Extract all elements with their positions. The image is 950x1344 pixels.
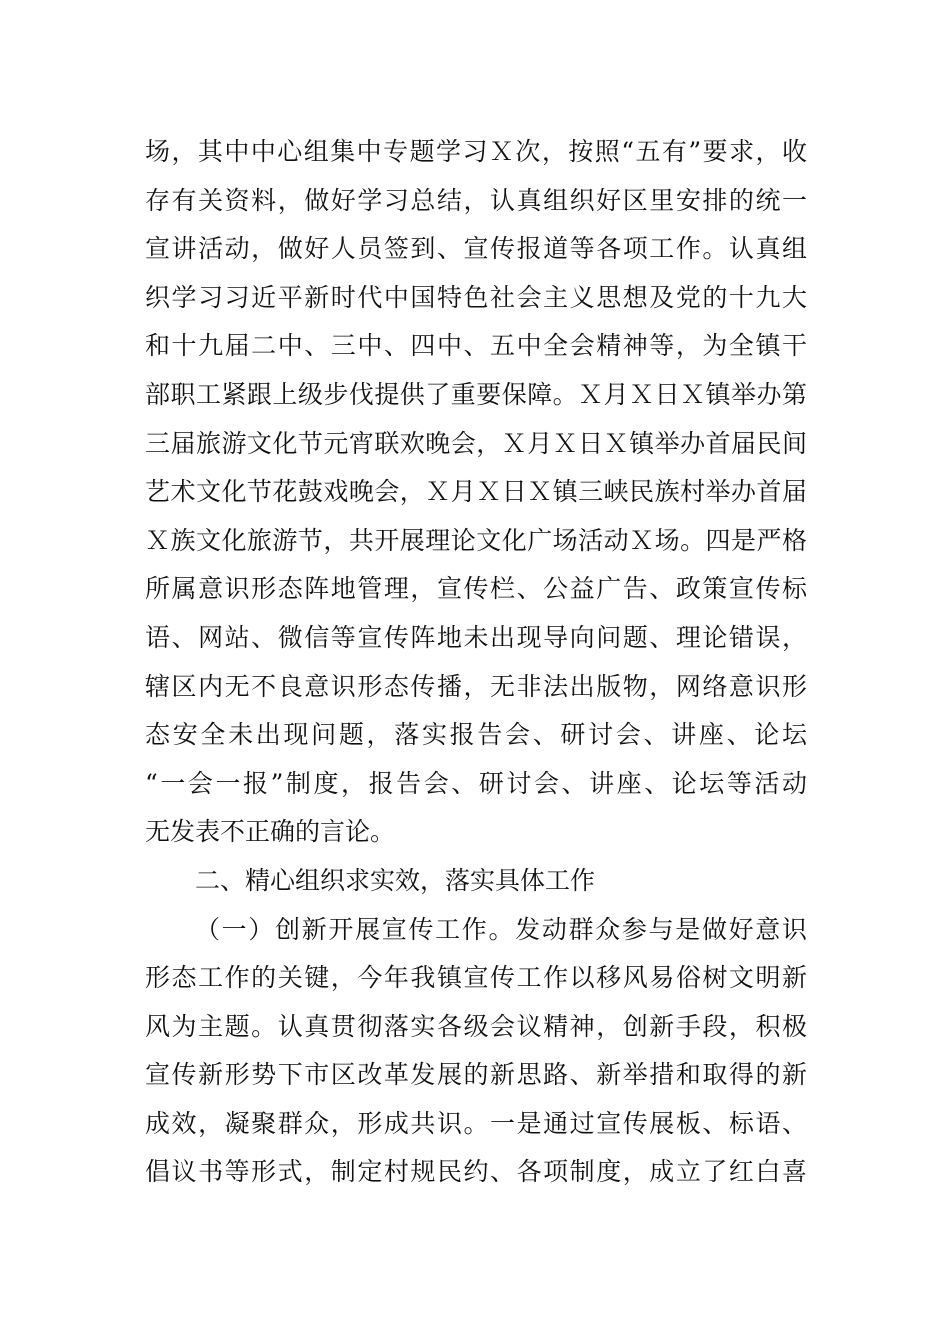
document-body bbox=[145, 128, 807, 1197]
paragraph-1 bbox=[145, 128, 807, 857]
text-line: 织学习习近平新时代中国特色社会主义思想及党的十九大 bbox=[145, 282, 807, 312]
text-line: （一）创新开展宣传工作。发动群众参与是做好意识 bbox=[195, 914, 807, 944]
text-line: 部职工紧跟上级步伐提供了重要保障。Ｘ月Ｘ日Ｘ镇举办第 bbox=[145, 379, 807, 409]
text-line: 风为主题。认真贯彻落实各级会议精神，创新手段，积极 bbox=[145, 1011, 807, 1041]
text-line: Ｘ族文化旅游节，共开展理论文化广场活动Ｘ场。四是严格 bbox=[145, 525, 807, 555]
text-line: 形态工作的关键，今年我镇宣传工作以移风易俗树文明新 bbox=[145, 963, 807, 993]
text-line: 态安全未出现问题，落实报告会、研讨会、讲座、论坛 bbox=[145, 720, 807, 750]
text-line: 艺术文化节花鼓戏晚会，Ｘ月Ｘ日Ｘ镇三峡民族村举办首届 bbox=[145, 477, 807, 507]
text-line: 无发表不正确的言论。 bbox=[145, 817, 396, 847]
text-line: 所属意识形态阵地管理，宣传栏、公益广告、政策宣传标 bbox=[145, 574, 807, 604]
text-line: 存有关资料，做好学习总结，认真组织好区里安排的统一 bbox=[145, 185, 807, 215]
section-heading bbox=[145, 857, 807, 906]
text-line: 场，其中中心组集中专题学习Ｘ次，按照“五有”要求，收 bbox=[145, 137, 807, 166]
text-line: 成效，凝聚群众，形成共识。一是通过宣传展板、标语、 bbox=[145, 1108, 807, 1138]
paragraph-2 bbox=[145, 906, 807, 1198]
text-line: 辖区内无不良意识形态传播，无非法出版物，网络意识形 bbox=[145, 671, 807, 701]
text-line: 三届旅游文化节元宵联欢晚会，Ｘ月Ｘ日Ｘ镇举办首届民间 bbox=[145, 428, 807, 458]
text-line: 语、网站、微信等宣传阵地未出现导向问题、理论错误， bbox=[145, 622, 807, 652]
text-line: 倡议书等形式，制定村规民约、各项制度，成立了红白喜 bbox=[145, 1157, 807, 1187]
section-heading-text: 二、精心组织求实效，落实具体工作 bbox=[195, 865, 596, 895]
text-line: 宣讲活动，做好人员签到、宣传报道等各项工作。认真组 bbox=[145, 234, 807, 264]
text-line: 和十九届二中、三中、四中、五中全会精神等，为全镇干 bbox=[145, 331, 807, 361]
text-line: “一会一报”制度，报告会、研讨会、讲座、论坛等活动 bbox=[145, 768, 807, 798]
text-line: 宣传新形势下市区改革发展的新思路、新举措和取得的新 bbox=[145, 1060, 807, 1090]
